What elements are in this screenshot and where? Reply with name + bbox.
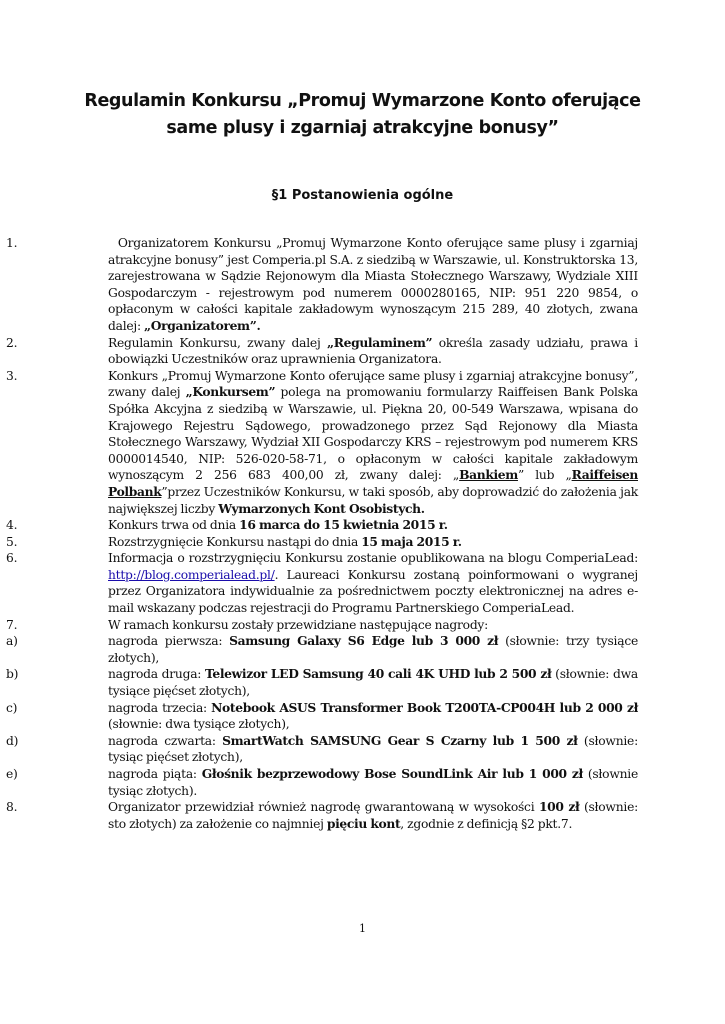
item-text: Konkurs „Promuj Wymarzone Konto oferujące same plusy i zgarniaj atrakcyjne bonusy”, zwany dalej „Konkursem” polega na promowaniu formularzy Raiffeisen Bank Polska Spółka Akcyjna z siedzibą w Warszawie, ul. Piękna 20, 00-549 Warszawa, wpisana do Krajowego Rejestru Sądowego, prowadzonego przez Sąd Rejonowy dla Miasta Stołecznego Warszawy, Wydział XII Gospodarczy KRS – rejestrowym pod numerem KRS 0000014540, NIP: 526-020-58-71, o opłaconym w całości kapitale zakładowym wynoszącym 2 256 683 400,00 zł, zwany dalej: „Bankiem” lub „Raiffeisen Polbank”przez Uczestników Konkursu, w taki sposób, aby doprowadzić do założenia jak największej liczby Wymarzonych Kont Osobistych. <box>108 368 638 516</box>
page-number: 1 <box>359 922 366 935</box>
item-text: nagroda trzecia: Notebook ASUS Transformer Book T200TA-CP004H lub 2 000 zł (słownie: dwa tysiące złotych), <box>108 699 639 732</box>
item-number: 7. <box>6 617 18 632</box>
item-letter: b) <box>6 667 19 682</box>
prize-item-b <box>6 666 638 699</box>
list-item-5 <box>6 533 638 551</box>
list-item-6 <box>6 550 638 616</box>
prize-item-c <box>6 699 639 733</box>
item-number: 8. <box>6 800 18 815</box>
prize-item-a <box>6 633 638 666</box>
prize-item-d <box>6 732 638 766</box>
list-item-8 <box>6 799 638 832</box>
item-number: 3. <box>6 368 18 383</box>
title-line-2: same plusy i zgarniaj atrakcyjne bonusy” <box>166 118 559 138</box>
rules-list <box>6 235 639 832</box>
prize-item-e <box>6 766 638 799</box>
item-text: nagroda druga: Telewizor LED Samsung 40 cali 4K UHD lub 2 500 zł (słownie: dwa tysiące pięćset złotych), <box>108 666 638 699</box>
item-letter: e) <box>6 767 18 781</box>
item-text: Organizatorem Konkursu „Promuj Wymarzone Konto oferujące same plusy i zgarniaj atrakcyjne bonusy” jest Comperia.pl S.A. z siedzibą w Warszawie, ul. Konstruktorska 13, zarejestrowana w Sądzie Rejonowym dla Miasta Stołecznego Warszawy, Wydziale XIII Gospodarczym - rejestrowym pod numerem 0000280165, NIP: 951 220 9854, o opłaconym w całości kapitale zakładowym wynoszącym 215 289, 40 złotych, zwana dalej: „Organizatorem”. <box>108 236 638 333</box>
title-line-1: Regulamin Konkursu „Promuj Wymarzone Konto oferujące <box>84 91 641 111</box>
item-letter: c) <box>6 700 18 715</box>
item-letter: d) <box>6 733 19 748</box>
item-text: Organizator przewidział również nagrodę gwarantowaną w wysokości 100 zł (słownie: sto złotych) za założenie co najmniej pięciu kont, zgodnie z definicją §2 pkt.7. <box>108 799 638 831</box>
list-item-7 <box>6 617 638 634</box>
item-text: Rozstrzygnięcie Konkursu nastąpi do dnia 15 maja 2015 r. <box>108 533 462 549</box>
list-item-4 <box>6 517 638 534</box>
bank-term: Bankiem <box>459 467 518 483</box>
item-text: Konkurs trwa od dnia 16 marca do 15 kwietnia 2015 r. <box>108 517 448 533</box>
item-text: nagroda piąta: Głośnik bezprzewodowy Bose SoundLink Air lub 1 000 zł (słownie tysiąc złotych). <box>108 766 638 798</box>
section-heading: §1 Postanowienia ogólne <box>271 188 454 203</box>
list-item-3 <box>6 368 638 517</box>
document-title <box>60 88 665 142</box>
item-letter: a) <box>6 634 18 649</box>
raiffeisen-term: Raiffeisen Polbank <box>108 467 638 499</box>
item-text: nagroda czwarta: SmartWatch SAMSUNG Gear S Czarny lub 1 500 zł (słownie: tysiąc pięćset złotych), <box>108 732 638 765</box>
item-number: 1. <box>6 236 18 250</box>
item-text: Informacja o rozstrzygnięciu Konkursu zostanie opublikowana na blogu ComperiaLead: http://blog.comperialead.pl/. Laureaci Konkursu zostaną poinformowani o wygranej przez Organizatora indywidualnie za pośrednictwem poczty elektronicznej na adres e-mail wskazany podczas rejestracji do Programu Partnerskiego ComperiaLead. <box>108 551 638 616</box>
list-item-1 <box>6 235 638 335</box>
item-text: nagroda pierwsza: Samsung Galaxy S6 Edge lub 3 000 zł (słownie: trzy tysiące złotych), <box>108 633 638 665</box>
item-text: Regulamin Konkursu, zwany dalej „Regulaminem” określa zasady udziału, prawa i obowiązki Uczestników oraz uprawnienia Organizatora. <box>108 334 638 367</box>
list-item-2 <box>6 334 638 368</box>
item-number: 2. <box>6 335 18 350</box>
item-number: 6. <box>6 551 18 566</box>
item-text: W ramach konkursu zostały przewidziane następujące nagrody: <box>108 617 489 632</box>
blog-link[interactable]: http://blog.comperialead.pl/ <box>108 567 275 582</box>
item-number: 5. <box>6 534 18 549</box>
item-number: 4. <box>6 518 18 533</box>
